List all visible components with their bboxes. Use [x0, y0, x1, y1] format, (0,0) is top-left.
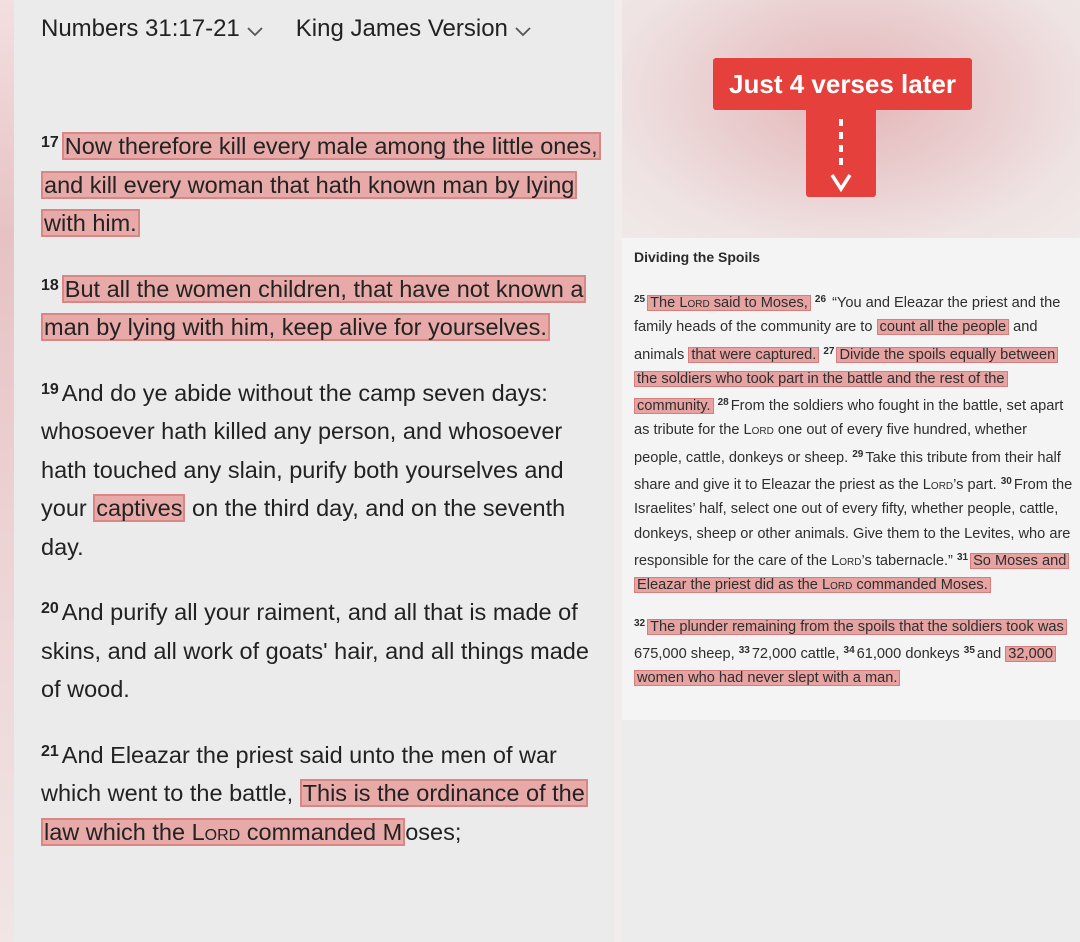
text: From the Israelites’ half, select one out of every fifty, whether people, cattle, donkeys, sheep or other animals. Give them to the Levites, who are responsible for the care of the [634, 477, 1073, 569]
verse-number: 25 [634, 294, 646, 305]
verse-list [41, 124, 601, 875]
verse-number: 33 [738, 644, 750, 656]
verse-17 [41, 124, 601, 243]
lord-small-caps: Lord [679, 295, 710, 311]
highlighted-text: captives [93, 494, 185, 522]
text: 61,000 donkeys [856, 645, 960, 662]
version-label: King James Version [295, 15, 508, 42]
lord-small-caps: Lord [743, 422, 774, 439]
callout-label: Just 4 verses later [729, 68, 956, 99]
verse-number: 19 [41, 380, 59, 398]
verse-number: 28 [717, 397, 729, 409]
text: one out of every five hundred, whether people, cattle, donkeys or sheep. [634, 422, 1027, 466]
verse-number: 29 [852, 448, 864, 460]
reference-label: Numbers 31:17-21 [41, 15, 240, 42]
verse-number: 35 [963, 644, 975, 656]
verse-number: 31 [956, 551, 969, 563]
lord-small-caps: Lord [922, 477, 954, 494]
text: and animals [634, 319, 1038, 363]
highlighted-text: The plunder remaining from the spoils that the soldiers took was [647, 619, 1067, 635]
section-heading: Dividing the Spoils [634, 249, 761, 265]
text: and [976, 645, 1006, 662]
dashed-arrow-icon [806, 105, 876, 197]
text: So Moses and Eleazar the priest did as the [637, 552, 1067, 594]
down-arrow-icon [806, 105, 876, 197]
verse-number: 21 [41, 742, 59, 760]
highlighted-text-part: This is the ordinance of the law which the [44, 780, 585, 845]
panel-background [622, 720, 1080, 942]
highlighted-text: Divide the spoils equally between the soldiers who took part in the battle and the rest of the community. [634, 347, 1058, 415]
text: 675,000 sheep, [634, 645, 735, 662]
paragraph [634, 288, 1074, 598]
left-edge-strip [0, 0, 14, 942]
verse-text: oses; [405, 818, 462, 845]
bible-header [41, 12, 532, 46]
verse-number: 30 [1000, 476, 1012, 488]
reference-dropdown[interactable] [41, 15, 264, 43]
paragraph [634, 612, 1074, 691]
text: commanded Moses. [852, 577, 988, 594]
text: Take this tribute from their half share and give it to Eleazar the priest as the [634, 449, 1061, 494]
text: ’s tabernacle.” [861, 552, 953, 569]
verse-number: 26 [814, 294, 827, 305]
highlighted-text: 32,000 women who had never slept with a man. [634, 646, 1056, 686]
highlighted-text: But all the women children, that have not known a man by lying with him, keep alive for yourselves. [41, 275, 586, 342]
verse-text: And do ye abide without the camp seven days: whosoever hath killed any person, and whosoever hath touched any slain, purify both yourselves and your [41, 379, 564, 521]
panel-gutter [614, 0, 622, 942]
verse-number: 32 [634, 617, 646, 629]
chevron-down-icon [514, 25, 532, 37]
verse-18 [41, 267, 601, 347]
callout-banner [713, 58, 972, 110]
chevron-down-icon [246, 25, 264, 37]
lord-small-caps: Lord [191, 818, 241, 845]
verse-text: And Eleazar the priest said unto the men of war which went to the battle, [41, 741, 557, 806]
highlighted-text: Now therefore kill every male among the little ones, and kill every woman that hath known man by lying with him. [41, 132, 601, 237]
version-dropdown[interactable] [296, 15, 532, 43]
highlighted-text-part: commanded M [240, 818, 403, 845]
verse-number: 27 [823, 345, 835, 357]
highlighted-text [647, 295, 811, 311]
verse-text: And purify all your raiment, and all that is made of skins, and all work of goats' hair, and all things made of wood. [41, 599, 589, 702]
verse-21 [41, 733, 601, 852]
highlighted-text: count all the people [877, 319, 1010, 335]
verse-19 [41, 371, 601, 567]
verse-text: on the third day, and on the seventh day. [41, 495, 566, 560]
verse-number: 20 [41, 600, 59, 617]
text: “You and Eleazar the priest and the family heads of the community are to [634, 295, 1061, 336]
text: 72,000 cattle, [751, 645, 840, 662]
text: said to Moses, [709, 295, 808, 311]
text: From the soldiers who fought in the battle, set apart as tribute for the [634, 398, 1064, 439]
verse-number: 34 [843, 644, 855, 656]
highlighted-text: that were captured. [688, 347, 819, 363]
verse-20 [41, 590, 601, 709]
lord-small-caps: Lord [821, 577, 853, 594]
text: ’s part. [953, 477, 997, 494]
text: The [650, 295, 680, 311]
verse-number: 18 [41, 276, 59, 294]
niv-passage [634, 288, 1074, 690]
verse-number: 17 [41, 134, 59, 151]
lord-small-caps: Lord [831, 552, 862, 569]
